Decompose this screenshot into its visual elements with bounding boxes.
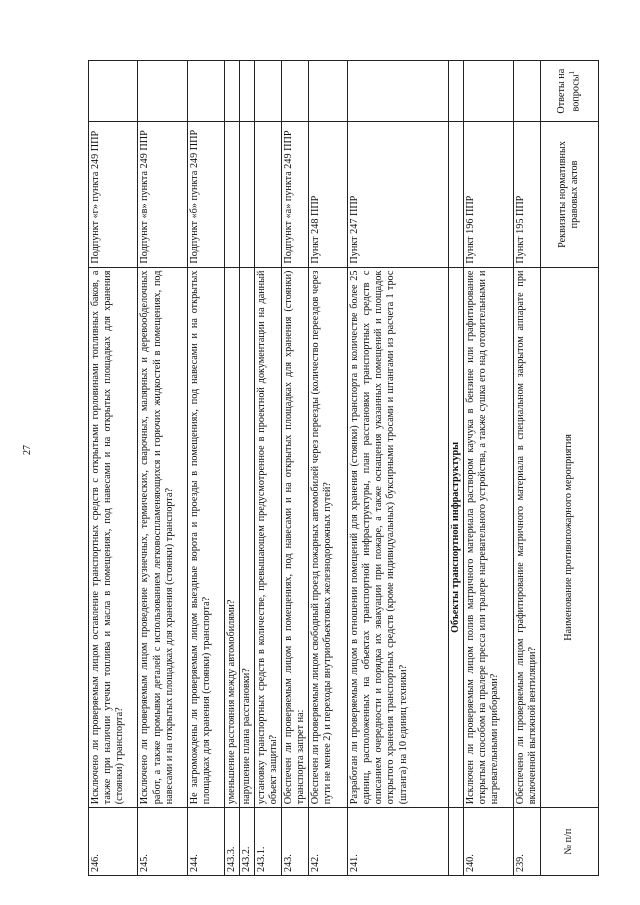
row-requisites xyxy=(255,122,282,267)
row-num: 240. xyxy=(464,808,513,876)
row-num: 243. xyxy=(282,808,309,876)
row-answer[interactable] xyxy=(138,61,187,122)
row-requisites xyxy=(225,122,240,267)
table-row xyxy=(225,61,240,876)
row-answer[interactable] xyxy=(255,61,282,122)
row-requisites: Подпункт «а» пункта 249 ППР xyxy=(282,122,309,267)
row-measure: Не загромождены ли проверяемым лицом выездные ворота и проезды в помещениях, под навесами и на открытых площадках для хранения (стоянки) транспорта? xyxy=(187,267,224,808)
row-answer[interactable] xyxy=(348,61,449,122)
row-requisites: Пункт 195 ППР xyxy=(513,122,540,267)
table-row xyxy=(464,61,513,876)
row-answer[interactable] xyxy=(225,61,240,122)
header-num xyxy=(540,808,598,876)
row-measure: уменьшение расстояния между автомобилями? xyxy=(225,267,240,808)
row-answer[interactable] xyxy=(240,61,255,122)
row-answer[interactable] xyxy=(187,61,224,122)
header-name-text: Наименование противопожарного мероприятия xyxy=(563,434,575,641)
row-requisites: Пункт 196 ППР xyxy=(464,122,513,267)
table-row xyxy=(309,61,348,876)
header-name xyxy=(540,267,598,808)
table-row xyxy=(138,61,187,876)
row-measure: нарушение плана расстановки? xyxy=(240,267,255,808)
table-row xyxy=(282,61,309,876)
header-answers xyxy=(540,61,598,122)
header-answers-text: Ответы на вопросы xyxy=(556,68,582,114)
row-requisites: Подпункт «в» пункта 249 ППР xyxy=(138,122,187,267)
row-measure: Исключено ли проверяемым лицом проведение кузнечных, термических, сварочных, малярных и деревообделочных работ, а также промывки деталей с использованием легковоспламеняющихся и горючих жидкостей в помещениях, под навесами и на открытых площадках для хранения (стоянки) транспорта? xyxy=(138,267,187,808)
row-num: 245. xyxy=(138,808,187,876)
row-num: 241. xyxy=(348,808,449,876)
row-requisites: Пункт 248 ППР xyxy=(309,122,348,267)
section-answer-cell xyxy=(449,61,464,122)
page-number: 27 xyxy=(22,445,33,455)
section-req-cell xyxy=(449,122,464,267)
row-answer[interactable] xyxy=(464,61,513,122)
checklist-table-rotated xyxy=(88,61,593,876)
row-num: 243.3. xyxy=(225,808,240,876)
table-row xyxy=(348,61,449,876)
row-requisites: Пункт 247 ППР xyxy=(348,122,449,267)
row-requisites xyxy=(240,122,255,267)
row-measure: Обеспечен ли проверяемым лицом свободный проезд пожарных автомобилей через переезды (количество переездов через пути не менее 2) и переходы внутриобъектовых железнодорожных путей? xyxy=(309,267,348,808)
row-num: 239. xyxy=(513,808,540,876)
row-measure: Обеспечен ли проверяемым лицом в помещениях, под навесами и на открытых площадках для хранения (стоянки) транспорта запрет на: xyxy=(282,267,309,808)
table-row xyxy=(89,61,138,876)
row-num: 243.1. xyxy=(255,808,282,876)
row-requisites: Подпункт «г» пункта 249 ППР xyxy=(89,122,138,267)
row-num: 246. xyxy=(89,808,138,876)
row-measure: Разработан ли проверяемым лицом в отношении помещений для хранения (стоянки) транспорта в количестве более 25 единиц, расположенных на объектах транспортной инфраструктуры, план расстановки транспортных средств с описанием очередности и порядка их эвакуации при пожаре, а также оснащения указанных помещений и площадок открытого хранения транспортных средств (кроме индивидуальных) буксирными тросами и штангами из расчета 1 трос (штанга) на 10 единиц техники? xyxy=(348,267,449,808)
table-header-row xyxy=(540,61,598,876)
row-num: 242. xyxy=(309,808,348,876)
header-requisites-text: Реквизиты нормативных правовых актов xyxy=(557,141,581,248)
checklist-table xyxy=(88,60,599,876)
row-measure: Обеспечено ли проверяемым лицом графитирование матричного материала в специальном закрытом аппарате при включенной вытяжной вентиляции? xyxy=(513,267,540,808)
row-measure: установку транспортных средств в количестве, превышающем предусмотренное в проектной документации на данный объект защиты? xyxy=(255,267,282,808)
row-answer[interactable] xyxy=(89,61,138,122)
section-title: Объекты транспортной инфраструктуры xyxy=(449,267,464,808)
header-answers-footnote: 1 xyxy=(568,70,577,75)
table-row xyxy=(240,61,255,876)
table-row xyxy=(513,61,540,876)
row-measure: Исключен ли проверяемым лицом полив матричного материала раствором каучука в бензине или графитирование открытым способом на пралере пресса или тралере нагревательного устройства, а также сушка его над отопительными и нагревательными приборами? xyxy=(464,267,513,808)
section-row xyxy=(449,61,464,876)
row-answer[interactable] xyxy=(282,61,309,122)
row-num: 243.2. xyxy=(240,808,255,876)
row-requisites: Подпункт «б» пункта 249 ППР xyxy=(187,122,224,267)
row-answer[interactable] xyxy=(513,61,540,122)
header-requisites xyxy=(540,122,598,267)
table-row xyxy=(255,61,282,876)
table-row xyxy=(187,61,224,876)
section-num-cell xyxy=(449,808,464,876)
row-num: 244. xyxy=(187,808,224,876)
row-measure: Исключено ли проверяемым лицом оставление транспортных средств с открытыми горловинами топливных баков, а также при наличии утечки топлива и масла в помещениях, под навесами и на открытых площадках для хранения (стоянки) транспорта? xyxy=(89,267,138,808)
header-num-text: № п/п xyxy=(563,828,575,855)
row-answer[interactable] xyxy=(309,61,348,122)
